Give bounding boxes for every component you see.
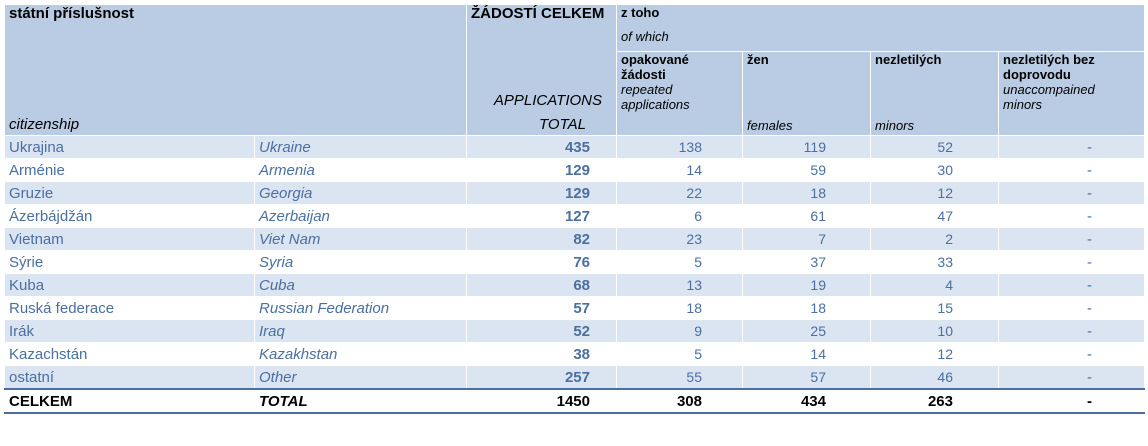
- minors-value: 15: [871, 297, 999, 320]
- country-cz: ostatní: [5, 366, 255, 390]
- applications-total: 435: [467, 136, 617, 159]
- females-value: 37: [743, 251, 871, 274]
- col-females-cz: žen: [747, 52, 769, 68]
- minors-value: 4: [871, 274, 999, 297]
- total-row-label-en: TOTAL: [255, 389, 467, 413]
- total-repeated: 308: [617, 389, 743, 413]
- table-row: [5, 251, 1145, 274]
- repeated-value: 55: [617, 366, 743, 390]
- unaccompanied-value: -: [999, 228, 1145, 251]
- col-minors-header: [871, 52, 999, 136]
- unaccompanied-value: -: [999, 297, 1145, 320]
- unaccompanied-value: -: [999, 182, 1145, 205]
- repeated-value: 5: [617, 343, 743, 366]
- total-header-en-1: APPLICATIONS: [493, 92, 602, 109]
- applications-total: 127: [467, 205, 617, 228]
- country-en: Georgia: [255, 182, 467, 205]
- total-row-label-cz: CELKEM: [5, 389, 255, 413]
- country-en: Iraq: [255, 320, 467, 343]
- minors-value: 46: [871, 366, 999, 390]
- col-unacc-en-2: minors: [1003, 97, 1043, 113]
- unaccompanied-value: -: [999, 274, 1145, 297]
- country-cz: Ruská federace: [5, 297, 255, 320]
- repeated-value: 5: [617, 251, 743, 274]
- total-row: [5, 389, 1145, 413]
- unaccompanied-value: -: [999, 343, 1145, 366]
- col-minors-en: minors: [875, 118, 915, 133]
- country-cz: Arménie: [5, 159, 255, 182]
- col-unacc-cz-1: nezletilých bez: [1003, 52, 1095, 68]
- table-row: [5, 274, 1145, 297]
- repeated-value: 18: [617, 297, 743, 320]
- total-header: [467, 5, 617, 136]
- unaccompanied-value: -: [999, 136, 1145, 159]
- females-value: 7: [743, 228, 871, 251]
- females-value: 25: [743, 320, 871, 343]
- country-cz: Kuba: [5, 274, 255, 297]
- col-unacc-cz-2: doprovodu: [1003, 67, 1071, 83]
- females-value: 57: [743, 366, 871, 390]
- females-value: 14: [743, 343, 871, 366]
- total-unaccompanied: -: [999, 389, 1145, 413]
- minors-value: 2: [871, 228, 999, 251]
- females-value: 59: [743, 159, 871, 182]
- col-repeated-en-1: repeated: [621, 82, 673, 98]
- minors-value: 30: [871, 159, 999, 182]
- col-unacc-en-1: unaccompained: [1003, 82, 1095, 98]
- applications-total: 38: [467, 343, 617, 366]
- country-en: Ukraine: [255, 136, 467, 159]
- repeated-value: 9: [617, 320, 743, 343]
- col-minors-cz: nezletilých: [875, 52, 942, 68]
- of-which-header-en: of which: [617, 29, 1145, 52]
- country-cz: Sýrie: [5, 251, 255, 274]
- total-header-cz: ŽÁDOSTÍ CELKEM: [471, 5, 605, 22]
- repeated-value: 138: [617, 136, 743, 159]
- table-row: [5, 343, 1145, 366]
- col-females-header: [743, 52, 871, 136]
- country-en: Cuba: [255, 274, 467, 297]
- minors-value: 12: [871, 182, 999, 205]
- country-cz: Gruzie: [5, 182, 255, 205]
- unaccompanied-value: -: [999, 366, 1145, 390]
- females-value: 119: [743, 136, 871, 159]
- table-row: [5, 297, 1145, 320]
- applications-total: 57: [467, 297, 617, 320]
- minors-value: 33: [871, 251, 999, 274]
- females-value: 18: [743, 297, 871, 320]
- country-en: Azerbaijan: [255, 205, 467, 228]
- minors-value: 52: [871, 136, 999, 159]
- table-row: [5, 366, 1145, 390]
- country-en: Kazakhstan: [255, 343, 467, 366]
- females-value: 61: [743, 205, 871, 228]
- col-repeated-cz-1: opakované: [621, 52, 689, 68]
- country-cz: Vietnam: [5, 228, 255, 251]
- citizenship-header-en: citizenship: [9, 116, 80, 133]
- col-repeated-en-2: applications: [621, 97, 690, 113]
- unaccompanied-value: -: [999, 251, 1145, 274]
- minors-value: 10: [871, 320, 999, 343]
- applications-total: 76: [467, 251, 617, 274]
- applications-total: 52: [467, 320, 617, 343]
- col-repeated-cz-2: žádosti: [621, 67, 666, 83]
- country-cz: Kazachstán: [5, 343, 255, 366]
- citizenship-header-cz: státní příslušnost: [9, 5, 135, 22]
- females-value: 19: [743, 274, 871, 297]
- table-row: [5, 228, 1145, 251]
- country-en: Russian Federation: [255, 297, 467, 320]
- asylum-applications-table: [4, 4, 1145, 414]
- col-unaccompanied-header: [999, 52, 1145, 136]
- total-minors: 263: [871, 389, 999, 413]
- applications-total: 82: [467, 228, 617, 251]
- of-which-header-cz: z toho: [617, 5, 1145, 30]
- country-en: Armenia: [255, 159, 467, 182]
- repeated-value: 13: [617, 274, 743, 297]
- total-females: 434: [743, 389, 871, 413]
- applications-total: 257: [467, 366, 617, 390]
- minors-value: 47: [871, 205, 999, 228]
- applications-total: 129: [467, 182, 617, 205]
- table-row: [5, 205, 1145, 228]
- country-cz: Ukrajina: [5, 136, 255, 159]
- country-cz: Irák: [5, 320, 255, 343]
- repeated-value: 23: [617, 228, 743, 251]
- col-females-en: females: [747, 118, 793, 133]
- country-en: Viet Nam: [255, 228, 467, 251]
- repeated-value: 14: [617, 159, 743, 182]
- table-row: [5, 320, 1145, 343]
- citizenship-header: [5, 5, 467, 136]
- total-header-en-2: TOTAL: [539, 116, 586, 133]
- unaccompanied-value: -: [999, 320, 1145, 343]
- minors-value: 12: [871, 343, 999, 366]
- total-applications: 1450: [467, 389, 617, 413]
- col-repeated-header: [617, 52, 743, 136]
- unaccompanied-value: -: [999, 205, 1145, 228]
- applications-total: 129: [467, 159, 617, 182]
- applications-total: 68: [467, 274, 617, 297]
- unaccompanied-value: -: [999, 159, 1145, 182]
- country-cz: Ázerbájdžán: [5, 205, 255, 228]
- repeated-value: 22: [617, 182, 743, 205]
- females-value: 18: [743, 182, 871, 205]
- table-row: [5, 182, 1145, 205]
- table-row: [5, 159, 1145, 182]
- table-row: [5, 136, 1145, 159]
- repeated-value: 6: [617, 205, 743, 228]
- country-en: Syria: [255, 251, 467, 274]
- country-en: Other: [255, 366, 467, 390]
